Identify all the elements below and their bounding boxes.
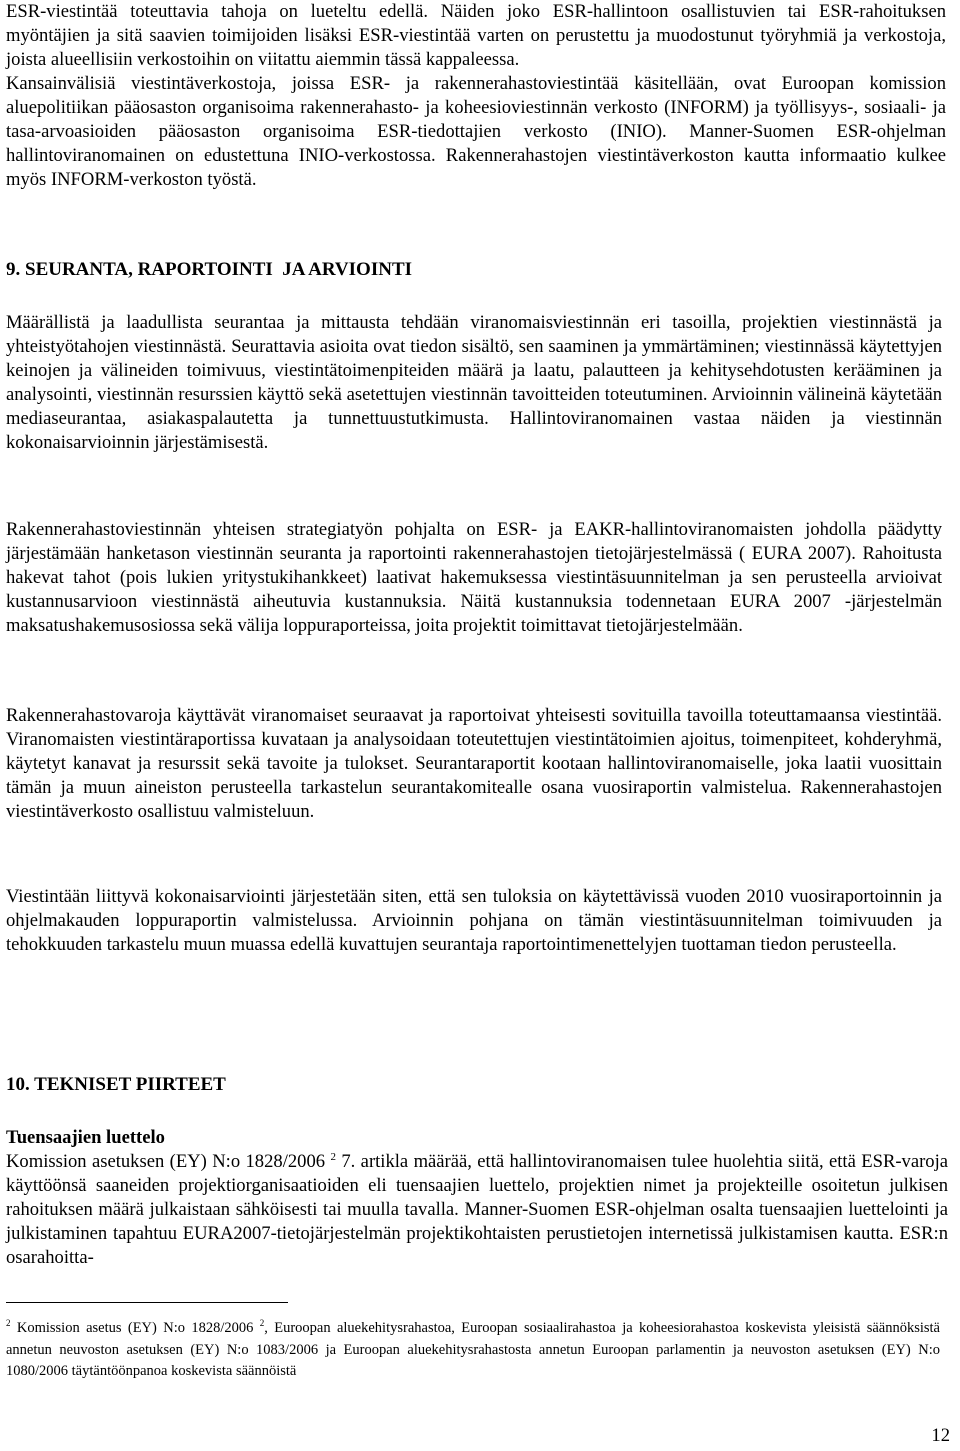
paragraph-international-networks: Kansainvälisiä viestintäverkostoja, joissa ESR- ja rakennerahastoviestintää käsitellään, ovat Euroopan komission aluepolitiikan pääosaston organisoima rakennerahasto- ja koheesioviestinnän verkosto (INFORM) ja työllisyys-, sosiaali- ja tasa-arvoasioiden pääosaston organisoima ESR-tiedottajien verkosto (INIO). Manner-Suomen ESR-ohjelman hallintoviranomainen on edustettuna INIO-verkostossa. Rakennerahastojen viestintäverkoston kautta informaatio kulkee myös INFORM-verkoston työstä. — [6, 73, 946, 190]
paragraph-monitoring: Määrällistä ja laadullista seurantaa ja mittausta tehdään viranomaisviestinnän eri tasoilla, projektien viestinnästä ja yhteistyötahojen viestinnästä. Seurattavia asioita ovat tiedon sisältö, sen saaminen ja ymmärtäminen; viestinnässä käytettyjen keinojen ja välineiden toimivuus, viestintätoimenpiteiden määrä ja laatu, palautteen ja kehitysehdotusten kerääminen ja analysointi, viestinnän resurssien käyttö sekä asetettujen viestinnän tavoitteiden toteutuminen. Arvioinnin välineinä käytetään mediaseurantaa, asiakaspalautetta ja tunnettuustutkimusta. Hallintoviranomainen vastaa näiden ja viestinnän kokonaisarvioinnin järjestämisestä. — [6, 312, 942, 453]
page-number: 12 — [931, 1425, 950, 1446]
section-heading-10: 10. TEKNISET PIIRTEET — [6, 1074, 226, 1095]
paragraph-evaluation: Viestintään liittyvä kokonaisarviointi järjestetään siten, että sen tuloksia on käytettävissä vuoden 2010 vuosiraportoinnin ja ohjelmakauden loppuraportin valmistelussa. Arvioinnin pohjana on tämän viestintäsuunnitelman toimivuuden ja tehokkuuden tarkastelu muun muassa edellä kuvattujen seurantaja raportointimenettelyjen tuottaman tiedon perusteella. — [6, 886, 942, 955]
paragraph-beneficiaries — [6, 1150, 948, 1270]
footnote-mark: 2 — [6, 1318, 11, 1329]
footnote-inner-mark: 2 — [259, 1318, 265, 1329]
paragraph-strategy: Rakennerahastoviestinnän yhteisen strategiatyön pohjalta on ESR- ja EAKR-hallintoviranomaisten johdolla päädytty järjestämään hanketason viestinnän seuranta ja raportointi rakennerahastojen tietojärjestelmässä ( EURA 2007). Rahoitusta hakevat tahot (pois lukien yritystukihankkeet) laativat hakemuksessa viestintäsuunnitelman ja sen perusteella arvioivat kustannusarvioon viestinnästä aiheutuvia kustannuksia. Näitä kustannuksia todennetaan EURA 2007 -järjestelmän maksatushakemusosiossa sekä välija loppuraporteissa, joita projektit toimittavat tietojärjestelmään. — [6, 519, 942, 636]
footnote-reference[interactable]: 2 — [330, 1150, 336, 1163]
footnote-text-start: Komission asetus (EY) N:o 1828/2006 — [10, 1320, 260, 1336]
paragraph-intro: ESR-viestintää toteuttavia tahoja on lueteltu edellä. Näiden joko ESR-hallintoon osallistuvien tai ESR-rahoituksen myöntäjien ja sitä saavien toimijoiden lisäksi ESR-viestintää varten on perustettu ja muodostunut työryhmiä ja verkostoja, joista alueellisiin verkostoihin on viitattu aiemmin tässä kappaleessa. — [6, 1, 946, 70]
footnote-divider — [6, 1302, 288, 1303]
paragraph-reporting: Rakennerahastovaroja käyttävät viranomaiset seuraavat ja raportoivat yhteisesti sovituilla tavoilla toteuttamaansa viestintää. Viranomaisten viestintäraportissa kuvataan ja analysoidaan toteutettujen viestintätoimien ajoitus, toimenpiteet, kohderyhmä, käytetyt kanavat ja resurssit sekä tavoite ja tulokset. Seurantaraportit kootaan hallintoviranomaiselle, joka laatii vuosittain tämän ja muun aineiston perusteella tarkastelun seurantakomitealle osana vuosiraportin valmistelua. Rakennerahastojen viestintäverkosto osallistuu valmisteluun. — [6, 705, 942, 822]
section-heading-9: 9. SEURANTA, RAPORTOINTI JA ARVIOINTI — [6, 259, 413, 280]
footnote-text-end: , Euroopan aluekehitysrahastoa, Euroopan sosiaalirahastoa ja koheesiorahastoa koskevista yleisistä säännöksistä annetun neuvoston asetuksen (EY) N:o 1083/2006 ja Euroopan aluekehitysrahastosta annetun Euroopan parlamentin ja neuvoston asetuksen (EY) N:o 1080/2006 täytäntöönpanoa koskevista säännöistä — [6, 1320, 940, 1379]
footnote — [6, 1318, 940, 1383]
subsection-heading: Tuensaajien luettelo — [6, 1127, 165, 1148]
beneficiaries-text-start: Komission asetuksen (EY) N:o 1828/2006 — [6, 1151, 331, 1172]
beneficiaries-text-end: 7. artikla määrää, että hallintoviranomaisen tulee huolehtia siitä, että ESR-varoja käyttöönsä saaneiden projektiorganisaatioiden eli tuensaajien luettelo, projektien nimet ja projekteille osoitetun julkisen rahoituksen määrä julkaistaan sähköisesti tai muulla tavalla. Manner-Suomen ESR-ohjelman osalta tuensaajien luettelointi ja julkistaminen tapahtuu EURA2007-tietojärjestelmän projektikohtaisten perustietojen internetissä julkistamisen kautta. ESR:n osarahoitta- — [6, 1151, 948, 1268]
